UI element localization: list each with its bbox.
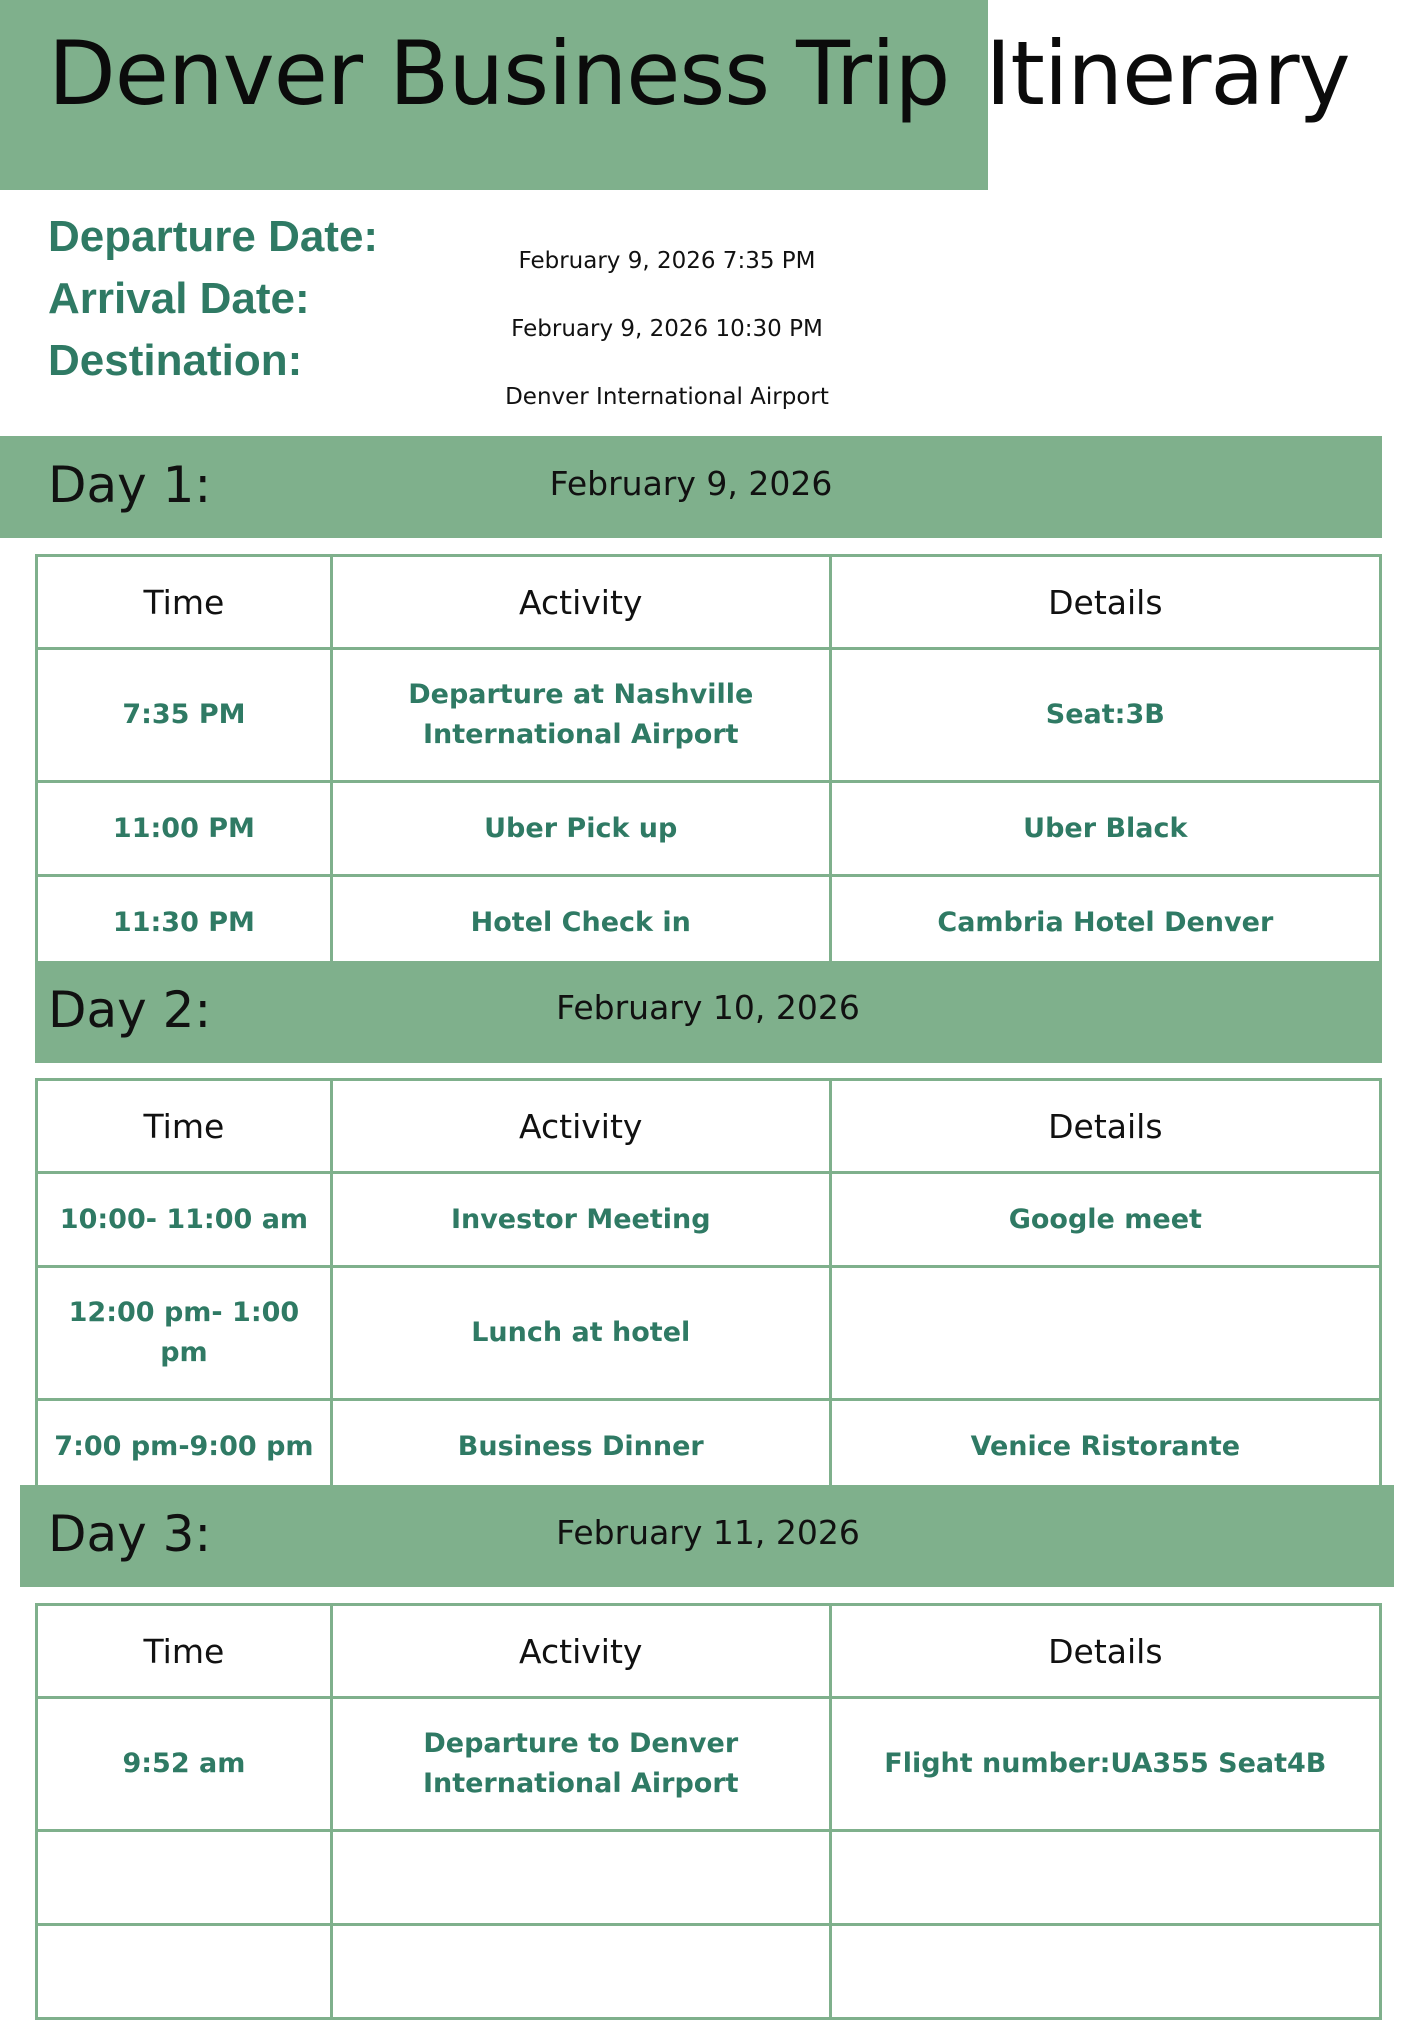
table-header-row [37,1080,1381,1173]
details-cell: Seat:3B [830,649,1380,782]
time-header: Time [37,556,332,649]
page-title [48,22,1350,125]
time-cell: 12:00 pm- 1:00 pm [37,1267,332,1400]
details-cell: Cambria Hotel Denver [830,876,1380,970]
details-header: Details [830,1605,1380,1698]
departure-date-label: Departure Date: [48,212,379,261]
day-3-label: Day 3: [48,1505,212,1563]
departure-date-value: February 9, 2026 7:35 PM [518,248,816,274]
time-cell [37,1925,332,2019]
day-2-label: Day 2: [48,981,212,1039]
table-header-row [37,1605,1381,1698]
page-title-main: Denver Business Trip [48,22,950,125]
day-1-schedule-table [35,554,1382,971]
activity-cell [331,1925,830,2019]
time-header: Time [37,1605,332,1698]
arrival-date-value: February 9, 2026 10:30 PM [511,316,823,342]
time-cell: 7:35 PM [37,649,332,782]
activity-cell: Lunch at hotel [331,1267,830,1400]
table-row [37,1173,1381,1267]
table-row [37,876,1381,970]
destination-label: Destination: [48,336,303,385]
arrival-date-label: Arrival Date: [48,274,310,323]
details-cell: Uber Black [830,782,1380,876]
details-header: Details [830,556,1380,649]
activity-cell: Departure at Nashville International Airport [331,649,830,782]
table-row [37,1400,1381,1494]
details-header: Details [830,1080,1380,1173]
day-2-date: February 10, 2026 [556,988,860,1027]
time-cell: 11:00 PM [37,782,332,876]
table-header-row [37,556,1381,649]
time-cell: 11:30 PM [37,876,332,970]
destination-value: Denver International Airport [505,384,829,410]
activity-header: Activity [331,1605,830,1698]
activity-cell [331,1831,830,1925]
activity-cell: Departure to Denver International Airport [331,1698,830,1831]
activity-header: Activity [331,556,830,649]
day-1-label: Day 1: [48,456,212,514]
table-row [37,1267,1381,1400]
activity-header: Activity [331,1080,830,1173]
day-2-schedule-table [35,1078,1382,1495]
time-cell: 7:00 pm-9:00 pm [37,1400,332,1494]
details-cell: Google meet [830,1173,1380,1267]
activity-cell: Hotel Check in [331,876,830,970]
activity-cell: Uber Pick up [331,782,830,876]
time-header: Time [37,1080,332,1173]
details-cell [830,1267,1380,1400]
details-cell: Venice Ristorante [830,1400,1380,1494]
table-row [37,1698,1381,1831]
time-cell [37,1831,332,1925]
details-cell: Flight number:UA355 Seat4B [830,1698,1380,1831]
day-3-date: February 11, 2026 [556,1513,860,1552]
page-title-last: Itinerary [985,22,1350,125]
table-row [37,1831,1381,1925]
day-3-schedule-table [35,1603,1382,2020]
details-cell [830,1925,1380,2019]
time-cell: 9:52 am [37,1698,332,1831]
activity-cell: Investor Meeting [331,1173,830,1267]
time-cell: 10:00- 11:00 am [37,1173,332,1267]
table-row [37,1925,1381,2019]
table-row [37,782,1381,876]
day-1-date: February 9, 2026 [549,464,833,503]
table-row [37,649,1381,782]
details-cell [830,1831,1380,1925]
activity-cell: Business Dinner [331,1400,830,1494]
